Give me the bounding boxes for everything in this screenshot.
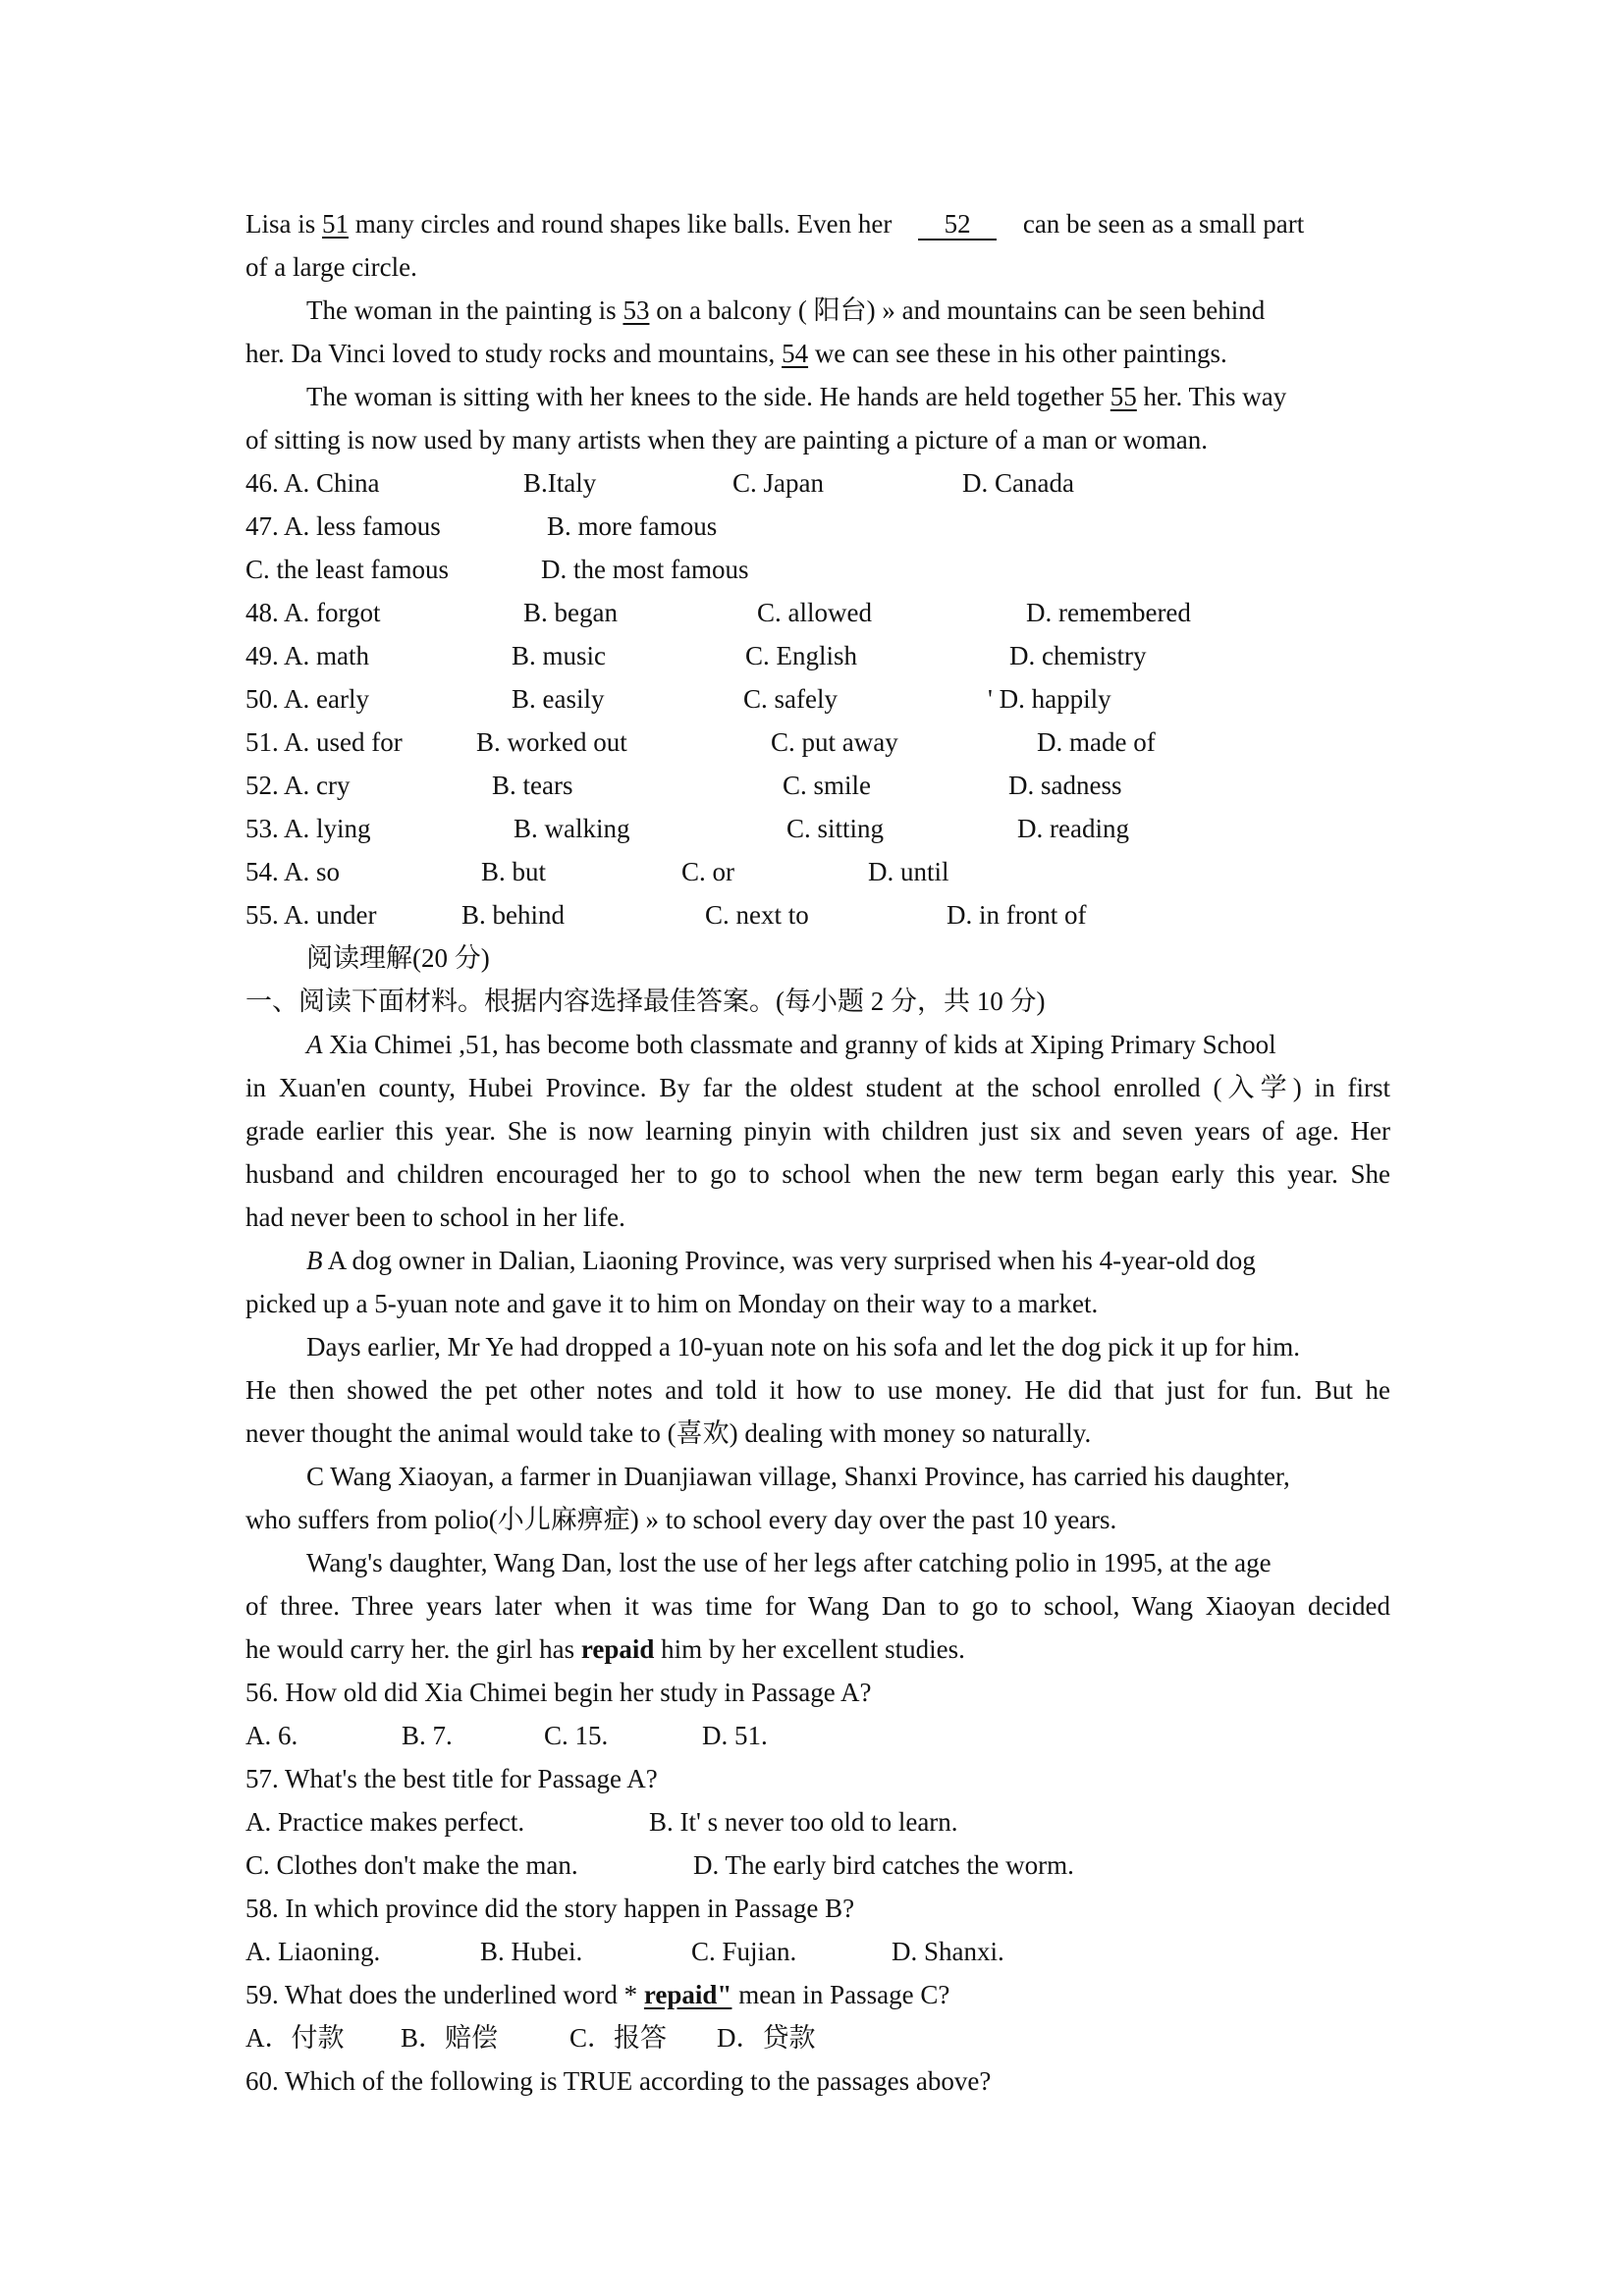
passage-a-line: A Xia Chimei ,51, has become both classmate and granny of kids at Xiping Primary School — [306, 1030, 1276, 1059]
question-48: 48. A. forgot B. began C. allowed D. remembered — [245, 598, 1191, 627]
blank-52: 52 — [918, 209, 997, 240]
question-59-options: A．付款 B．赔偿 C．报答 D．贷款 — [245, 2023, 816, 2053]
question-56-options: A. 6. B. 7. C. 15. D. 51. — [245, 1721, 768, 1750]
question-58-options: A. Liaoning. B. Hubei. C. Fujian. D. Shanxi. — [245, 1937, 1004, 1966]
passage-b-line: He then showed the pet other notes and told it how to use money. He did that just for fun. But he — [245, 1375, 1390, 1405]
passage-line: The woman is sitting with her knees to the side. He hands are held together 55 her. This way — [306, 382, 1287, 411]
passage-line: of a large circle. — [245, 252, 417, 282]
question-49: 49. A. math B. music C. English D. chemistry — [245, 641, 1147, 670]
question-50: 50. A. early B. easily C. safely ' D. happily — [245, 684, 1111, 714]
passage-b-line: picked up a 5-yuan note and gave it to him on Monday on their way to a market. — [245, 1289, 1099, 1318]
blank-55: 55 — [1110, 382, 1137, 411]
exam-page — [245, 202, 1390, 2103]
question-58: 58. In which province did the story happen in Passage B? — [245, 1894, 855, 1923]
passage-c-line: he would carry her. the girl has repaid him by her excellent studies. — [245, 1634, 965, 1664]
passage-c-line: C Wang Xiaoyan, a farmer in Duanjiawan village, Shanxi Province, has carried his daughter, — [306, 1462, 1290, 1491]
question-54: 54. A. so B. but C. or D. until — [245, 857, 949, 886]
passage-a-line: had never been to school in her life. — [245, 1202, 625, 1232]
passage-c-line: Wang's daughter, Wang Dan, lost the use of her legs after catching polio in 1995, at the age — [306, 1548, 1272, 1577]
passage-line: of sitting is now used by many artists when they are painting a picture of a man or woman. — [245, 425, 1209, 454]
passage-c-line: who suffers from polio(小儿麻痹症) » to school every day over the past 10 years. — [245, 1505, 1117, 1534]
passage-c-line: of three. Three years later when it was time for Wang Dan to go to school, Wang Xiaoyan decided — [245, 1591, 1390, 1621]
question-59: 59. What does the underlined word * repaid" mean in Passage C? — [245, 1980, 950, 2009]
question-53: 53. A. lying B. walking C. sitting D. reading — [245, 814, 1129, 843]
section-title: 阅读理解(20 分) — [306, 943, 490, 973]
passage-b-line: never thought the animal would take to (喜欢) dealing with money so naturally. — [245, 1418, 1092, 1448]
question-47: 47. A. less famous B. more famous — [245, 511, 718, 541]
underlined-word-repaid: repaid" — [643, 1980, 732, 2009]
blank-53: 53 — [623, 295, 650, 325]
question-57: 57. What's the best title for Passage A? — [245, 1764, 658, 1793]
passage-b-line: Days earlier, Mr Ye had dropped a 10-yuan note on his sofa and let the dog pick it up for him. — [306, 1332, 1300, 1362]
question-57-options: C. Clothes don't make the man. D. The early bird catches the worm. — [245, 1850, 1074, 1880]
question-60: 60. Which of the following is TRUE according to the passages above? — [245, 2066, 992, 2096]
passage-line: her. Da Vinci loved to study rocks and mountains, 54 we can see these in his other paintings. — [245, 339, 1227, 368]
passage-b-label: B — [306, 1246, 323, 1275]
passage-a-label: A — [306, 1030, 323, 1059]
section-instruction: 一、阅读下面材料。根据内容选择最佳答案。(每小题 2 分，共 10 分) — [245, 987, 1046, 1016]
blank-51: 51 — [322, 209, 349, 239]
question-57-options: A. Practice makes perfect. B. It' s never too old to learn. — [245, 1807, 958, 1837]
blank-54: 54 — [782, 339, 809, 368]
passage-b-line: B A dog owner in Dalian, Liaoning Province, was very surprised when his 4-year-old dog — [306, 1246, 1256, 1275]
passage-a-line: grade earlier this year. She is now learning pinyin with children just six and seven years of age. Her — [245, 1116, 1390, 1146]
question-56: 56. How old did Xia Chimei begin her study in Passage A? — [245, 1678, 872, 1707]
passage-line: Lisa is 51 many circles and round shapes like balls. Even her 52 can be seen as a small part — [245, 209, 1305, 239]
question-46: 46. A. China B.Italy C. Japan D. Canada — [245, 468, 1074, 498]
question-55: 55. A. under B. behind C. next to D. in front of — [245, 900, 1087, 930]
bold-word-repaid: repaid — [580, 1634, 655, 1664]
passage-a-line: husband and children encouraged her to go to school when the new term began early this year. She — [245, 1159, 1390, 1189]
question-51: 51. A. used for B. worked out C. put away D. made of — [245, 727, 1156, 757]
question-47-row2: C. the least famous D. the most famous — [245, 555, 749, 584]
passage-line: The woman in the painting is 53 on a balcony ( 阳台) » and mountains can be seen behind — [306, 295, 1266, 325]
passage-a-line: in Xuan'en county, Hubei Province. By far the oldest student at the school enrolled (入学) in first — [245, 1073, 1390, 1102]
question-52: 52. A. cry B. tears C. smile D. sadness — [245, 771, 1122, 800]
